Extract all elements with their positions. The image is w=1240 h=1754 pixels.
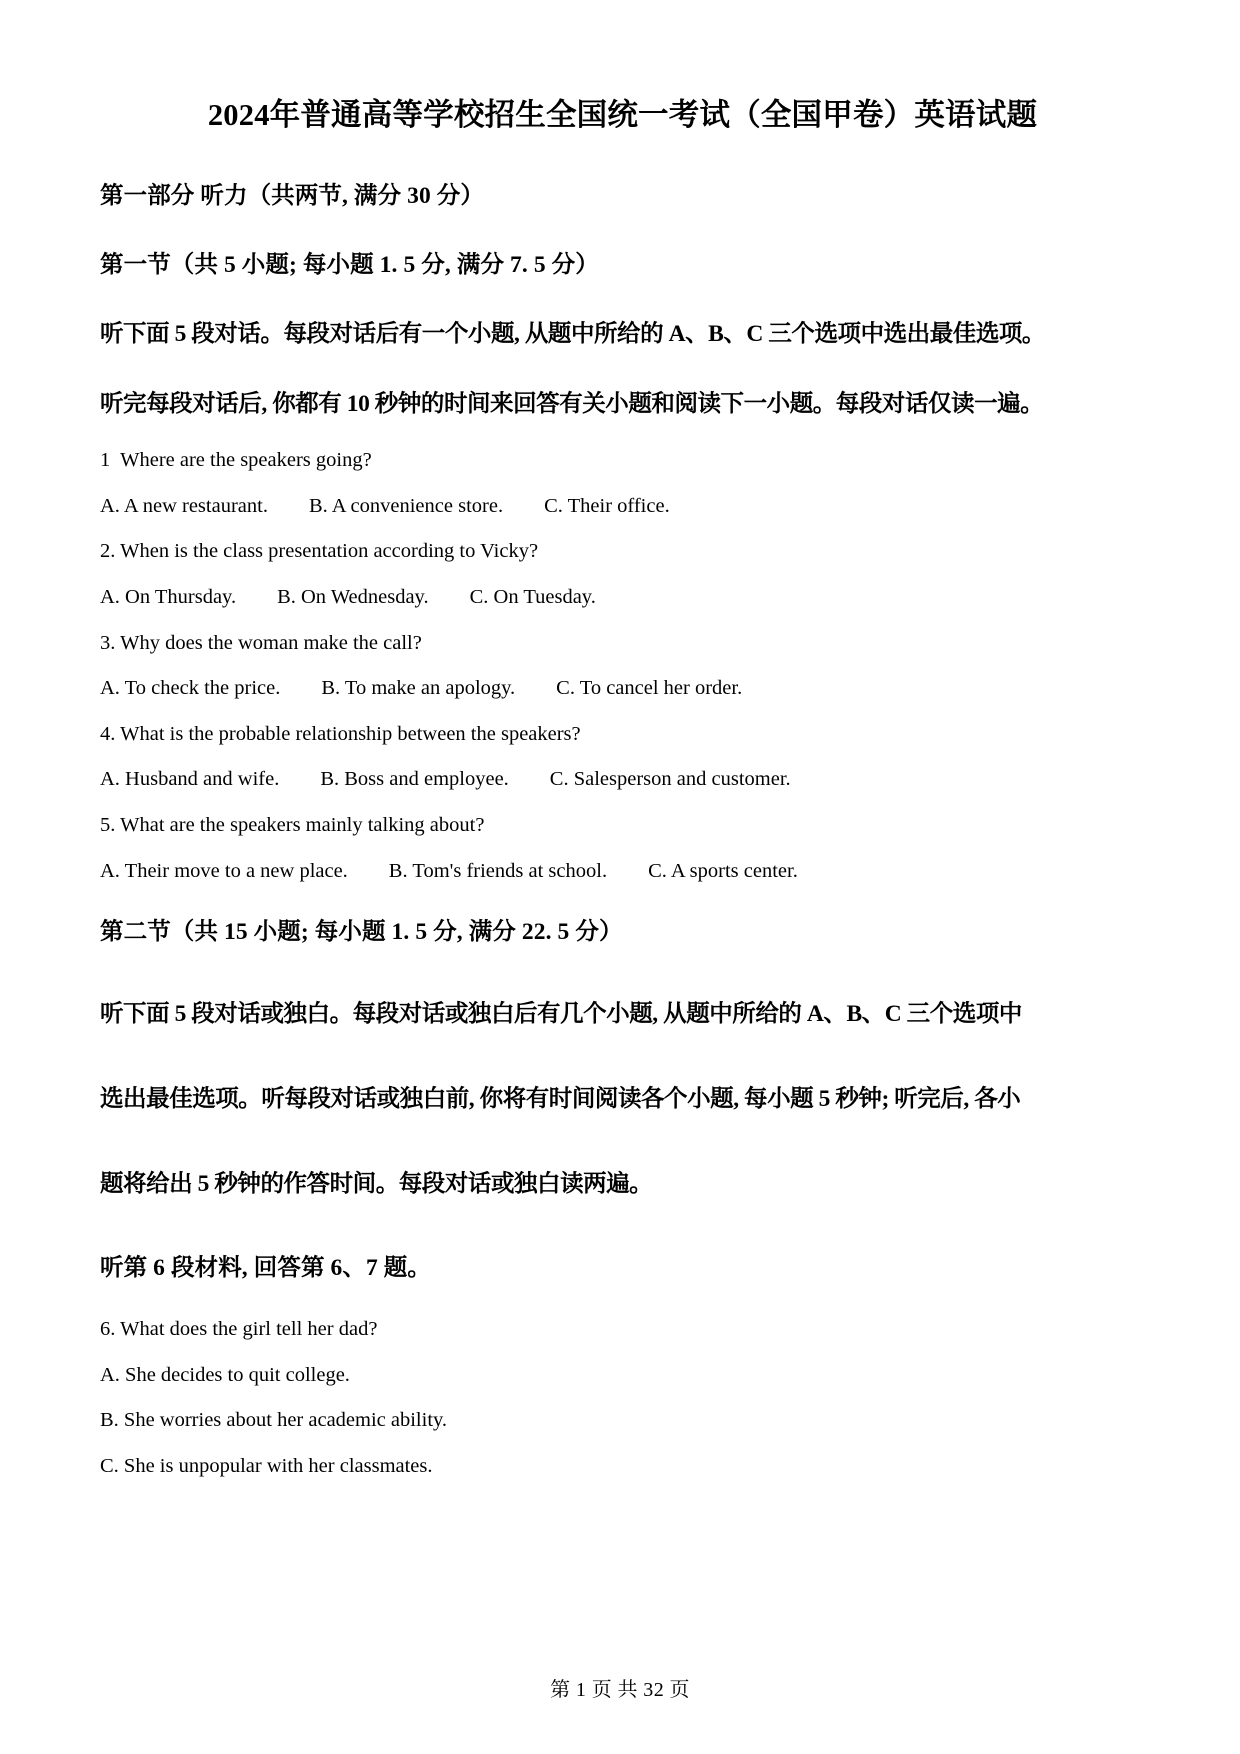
section-two-instruction-line-2: 选出最佳选项。听每段对话或独白前, 你将有时间阅读各个小题, 每小题 5 秒钟; 听完后, 各小 — [100, 1085, 1021, 1112]
page-title: 2024年普通高等学校招生全国统一考试（全国甲卷）英语试题 — [207, 98, 1038, 132]
question-option-b: B. She worries about her academic ability. — [100, 1409, 448, 1432]
question-options: A. On Thursday. B. On Wednesday. C. On Tuesday. — [100, 585, 596, 608]
question-stem: 5. What are the speakers mainly talking about? — [100, 814, 485, 837]
section-one-instruction-1: 听下面 5 段对话。每段对话后有一个小题, 从题中所给的 A、B、C 三个选项中选出最佳选项。 — [100, 320, 1045, 347]
section-two-instruction-line-1: 听下面 5 段对话或独白。每段对话或独白后有几个小题, 从题中所给的 A、B、C 三个选项中 — [100, 1001, 1022, 1028]
question-options: A. Husband and wife. B. Boss and employee. C. Salesperson and customer. — [100, 768, 791, 791]
page-content — [100, 0, 1145, 1480]
page-footer: 第 1 页 共 32 页 — [550, 1679, 690, 1701]
question-option-c: C. She is unpopular with her classmates. — [100, 1454, 433, 1477]
question-options: A. To check the price. B. To make an apology. C. To cancel her order. — [100, 677, 743, 700]
question-stem: 2. When is the class presentation according to Vicky? — [100, 540, 539, 563]
question-stem: 1 Where are the speakers going? — [100, 449, 372, 471]
question-option-a: A. She decides to quit college. — [100, 1363, 350, 1386]
question-stem: 4. What is the probable relationship between the speakers? — [100, 722, 581, 745]
material-six-heading: 听第 6 段材料, 回答第 6、7 题。 — [100, 1255, 431, 1282]
question-stem: 3. Why does the woman make the call? — [100, 631, 422, 654]
section-one-heading: 第一节（共 5 小题; 每小题 1. 5 分, 满分 7. 5 分） — [100, 251, 599, 278]
part-one-heading: 第一部分 听力（共两节, 满分 30 分） — [100, 183, 484, 210]
section-one-instruction-2: 听完每段对话后, 你都有 10 秒钟的时间来回答有关小题和阅读下一小题。每段对话仅读一遍。 — [100, 391, 1044, 418]
section-two-heading: 第二节（共 15 小题; 每小题 1. 5 分, 满分 22. 5 分） — [100, 919, 623, 946]
question-stem: 6. What does the girl tell her dad? — [100, 1318, 378, 1340]
section-two-instruction-line-3: 题将给出 5 秒钟的作答时间。每段对话或独白读两遍。 — [100, 1170, 653, 1197]
question-options: A. A new restaurant. B. A convenience store. C. Their office. — [100, 494, 670, 517]
question-options: A. Their move to a new place. B. Tom's friends at school. C. A sports center. — [100, 859, 798, 882]
